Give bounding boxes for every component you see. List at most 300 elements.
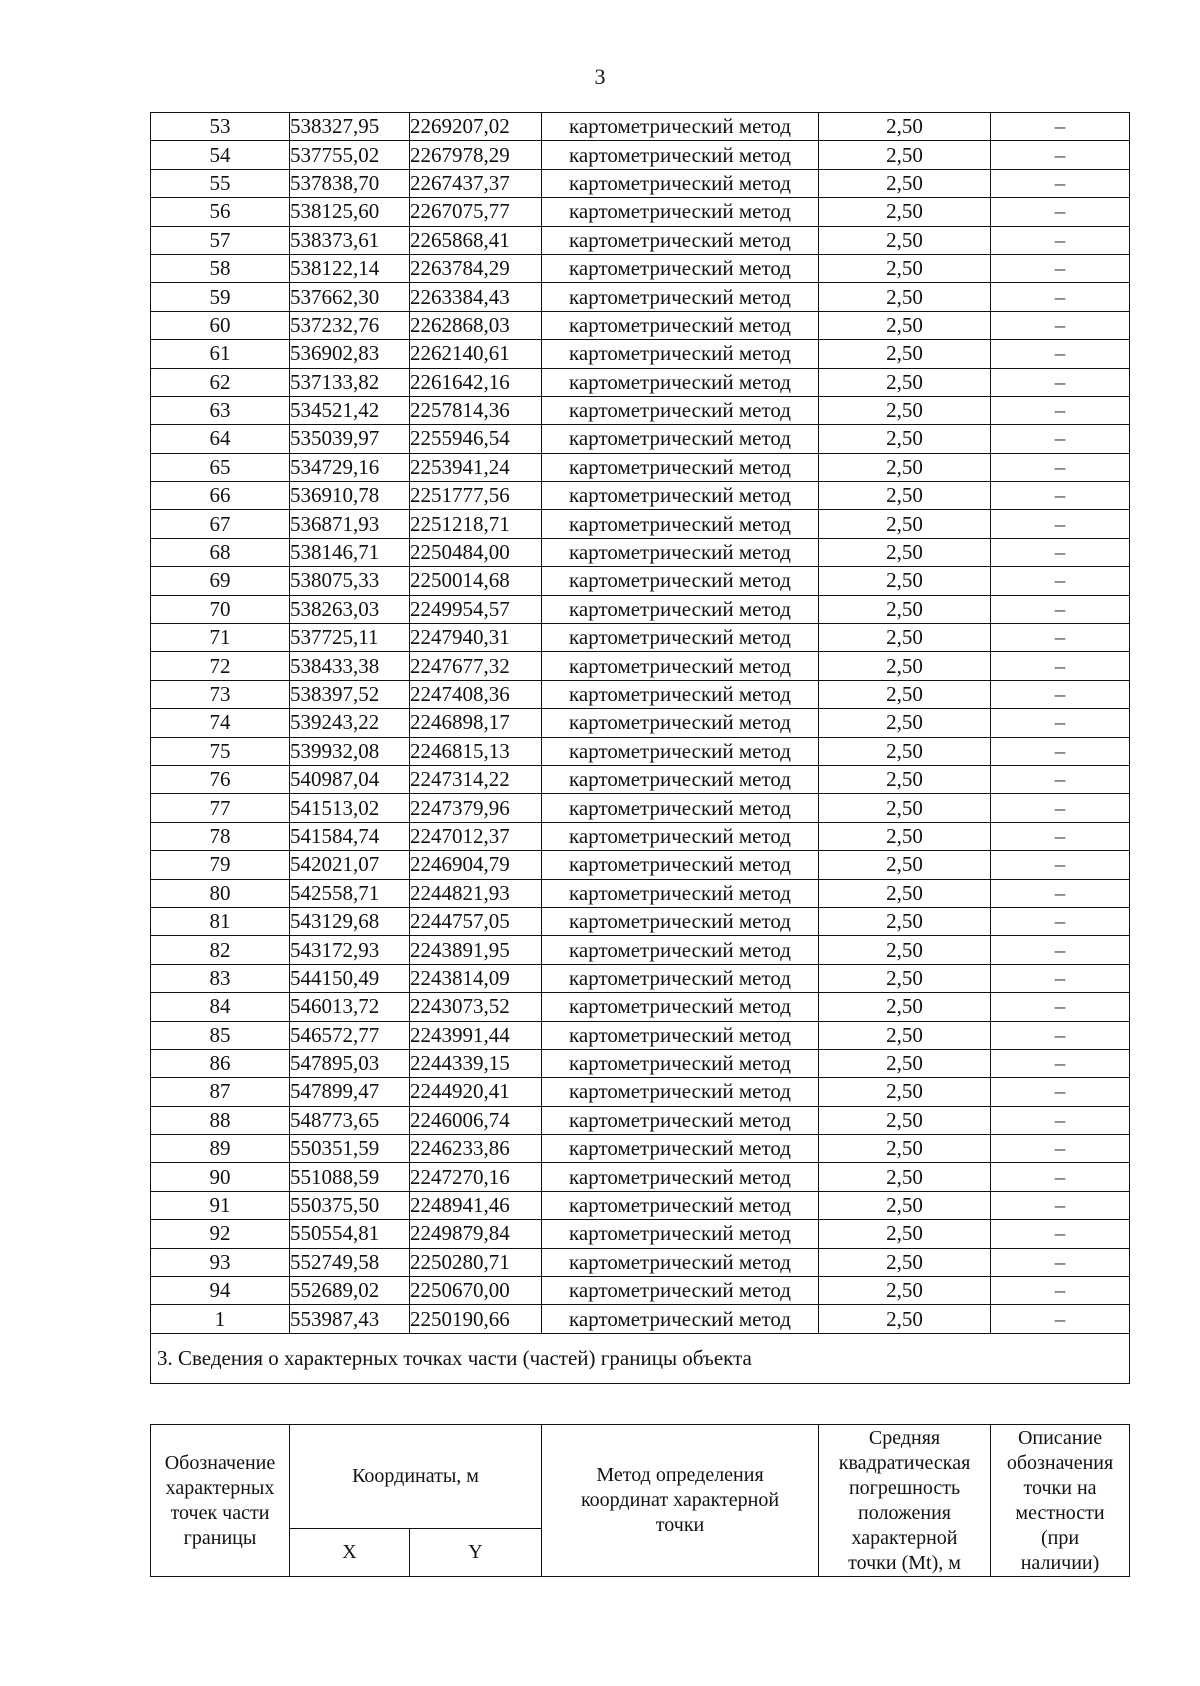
table-row: [151, 1021, 1130, 1049]
coord-y-cell: 2255946,54: [410, 425, 542, 453]
coord-y-cell: 2250280,71: [410, 1248, 542, 1276]
method-cell: картометрический метод: [542, 340, 819, 368]
coord-y-cell: 2247677,32: [410, 652, 542, 680]
coord-x-cell: 539932,08: [290, 737, 410, 765]
mean-error-cell: 2,50: [819, 1078, 991, 1106]
mean-error-cell: 2,50: [819, 624, 991, 652]
mean-error-cell: 2,50: [819, 425, 991, 453]
table-row: [151, 141, 1130, 169]
mean-error-cell: 2,50: [819, 538, 991, 566]
point-number-cell: 80: [151, 879, 290, 907]
point-number-cell: 89: [151, 1135, 290, 1163]
coord-x-cell: 543172,93: [290, 936, 410, 964]
mean-error-cell: 2,50: [819, 595, 991, 623]
description-cell: –: [991, 226, 1130, 254]
table-row: [151, 624, 1130, 652]
method-cell: картометрический метод: [542, 1078, 819, 1106]
method-cell: картометрический метод: [542, 907, 819, 935]
table-row: [151, 482, 1130, 510]
method-cell: картометрический метод: [542, 964, 819, 992]
method-cell: картометрический метод: [542, 851, 819, 879]
method-cell: картометрический метод: [542, 936, 819, 964]
coord-x-cell: 541513,02: [290, 794, 410, 822]
description-cell: –: [991, 1277, 1130, 1305]
mean-error-cell: 2,50: [819, 340, 991, 368]
point-number-cell: 75: [151, 737, 290, 765]
table-row: [151, 1277, 1130, 1305]
coord-x-cell: 546013,72: [290, 993, 410, 1021]
table-row: [151, 964, 1130, 992]
coord-y-cell: 2243991,44: [410, 1021, 542, 1049]
description-cell: –: [991, 368, 1130, 396]
coord-x-cell: 536871,93: [290, 510, 410, 538]
method-cell: картометрический метод: [542, 595, 819, 623]
method-cell: картометрический метод: [542, 1191, 819, 1219]
point-number-cell: 93: [151, 1248, 290, 1276]
page-number: 3: [594, 64, 606, 89]
coord-x-cell: 536902,83: [290, 340, 410, 368]
mean-error-cell: 2,50: [819, 1248, 991, 1276]
method-cell: картометрический метод: [542, 1106, 819, 1134]
description-cell: –: [991, 1191, 1130, 1219]
description-cell: –: [991, 1248, 1130, 1276]
method-cell: картометрический метод: [542, 879, 819, 907]
table-row: [151, 453, 1130, 481]
table-row: [151, 936, 1130, 964]
header-x: X: [290, 1529, 410, 1577]
point-number-cell: 68: [151, 538, 290, 566]
description-cell: –: [991, 254, 1130, 282]
table-row: [151, 510, 1130, 538]
coord-x-cell: 538373,61: [290, 226, 410, 254]
description-cell: –: [991, 765, 1130, 793]
table-row: [151, 538, 1130, 566]
method-cell: картометрический метод: [542, 510, 819, 538]
table-row: [151, 198, 1130, 226]
table-row: [151, 595, 1130, 623]
coord-x-cell: 542021,07: [290, 851, 410, 879]
coord-x-cell: 541584,74: [290, 822, 410, 850]
point-number-cell: 73: [151, 680, 290, 708]
description-cell: –: [991, 1106, 1130, 1134]
method-cell: картометрический метод: [542, 453, 819, 481]
point-number-cell: 62: [151, 368, 290, 396]
mean-error-cell: 2,50: [819, 1305, 991, 1333]
coord-x-cell: 538122,14: [290, 254, 410, 282]
coord-y-cell: 2246898,17: [410, 709, 542, 737]
description-cell: –: [991, 1049, 1130, 1077]
coord-x-cell: 547899,47: [290, 1078, 410, 1106]
mean-error-cell: 2,50: [819, 1277, 991, 1305]
mean-error-cell: 2,50: [819, 482, 991, 510]
mean-error-cell: 2,50: [819, 822, 991, 850]
coord-x-cell: 540987,04: [290, 765, 410, 793]
point-number-cell: 67: [151, 510, 290, 538]
method-cell: картометрический метод: [542, 993, 819, 1021]
coord-x-cell: 538125,60: [290, 198, 410, 226]
coord-x-cell: 550375,50: [290, 1191, 410, 1219]
mean-error-cell: 2,50: [819, 765, 991, 793]
section-3-header-table: [150, 1424, 1130, 1577]
description-cell: –: [991, 993, 1130, 1021]
description-cell: –: [991, 652, 1130, 680]
point-number-cell: 1: [151, 1305, 290, 1333]
coord-x-cell: 548773,65: [290, 1106, 410, 1134]
mean-error-cell: 2,50: [819, 198, 991, 226]
coord-x-cell: 538397,52: [290, 680, 410, 708]
point-number-cell: 79: [151, 851, 290, 879]
coord-y-cell: 2251777,56: [410, 482, 542, 510]
coord-x-cell: 538075,33: [290, 567, 410, 595]
point-number-cell: 59: [151, 283, 290, 311]
coord-x-cell: 537838,70: [290, 169, 410, 197]
method-cell: картометрический метод: [542, 311, 819, 339]
description-cell: –: [991, 1163, 1130, 1191]
header-mean-error: Средняя квадратическая погрешность положения характерной точки (Mt), м: [819, 1425, 991, 1577]
method-cell: картометрический метод: [542, 141, 819, 169]
description-cell: –: [991, 283, 1130, 311]
table-row: [151, 709, 1130, 737]
table-row: [151, 907, 1130, 935]
coord-x-cell: 542558,71: [290, 879, 410, 907]
table-row: [151, 1049, 1130, 1077]
point-number-cell: 55: [151, 169, 290, 197]
table-row: [151, 1106, 1130, 1134]
coord-y-cell: 2247379,96: [410, 794, 542, 822]
point-number-cell: 60: [151, 311, 290, 339]
mean-error-cell: 2,50: [819, 737, 991, 765]
table-row: [151, 169, 1130, 197]
method-cell: картометрический метод: [542, 169, 819, 197]
mean-error-cell: 2,50: [819, 879, 991, 907]
coord-x-cell: 546572,77: [290, 1021, 410, 1049]
table-row: [151, 113, 1130, 141]
coord-y-cell: 2247940,31: [410, 624, 542, 652]
mean-error-cell: 2,50: [819, 907, 991, 935]
mean-error-cell: 2,50: [819, 709, 991, 737]
header-y: Y: [410, 1529, 542, 1577]
mean-error-cell: 2,50: [819, 113, 991, 141]
method-cell: картометрический метод: [542, 226, 819, 254]
coord-y-cell: 2250670,00: [410, 1277, 542, 1305]
coord-y-cell: 2262868,03: [410, 311, 542, 339]
coord-x-cell: 538433,38: [290, 652, 410, 680]
coord-x-cell: 538263,03: [290, 595, 410, 623]
description-cell: –: [991, 907, 1130, 935]
method-cell: картометрический метод: [542, 1277, 819, 1305]
header-point-designation: Обозначение характерных точек части границы: [151, 1425, 290, 1577]
method-cell: картометрический метод: [542, 538, 819, 566]
table-row: [151, 737, 1130, 765]
coord-y-cell: 2243891,95: [410, 936, 542, 964]
description-cell: –: [991, 141, 1130, 169]
table-row: [151, 1191, 1130, 1219]
mean-error-cell: 2,50: [819, 283, 991, 311]
description-cell: –: [991, 1135, 1130, 1163]
table-row: [151, 822, 1130, 850]
coord-y-cell: 2246904,79: [410, 851, 542, 879]
coord-x-cell: 537133,82: [290, 368, 410, 396]
description-cell: –: [991, 538, 1130, 566]
coord-y-cell: 2243073,52: [410, 993, 542, 1021]
coord-x-cell: 550554,81: [290, 1220, 410, 1248]
coord-x-cell: 551088,59: [290, 1163, 410, 1191]
coord-y-cell: 2267075,77: [410, 198, 542, 226]
coord-x-cell: 538327,95: [290, 113, 410, 141]
mean-error-cell: 2,50: [819, 1049, 991, 1077]
mean-error-cell: 2,50: [819, 1220, 991, 1248]
coord-y-cell: 2263784,29: [410, 254, 542, 282]
table-row: [151, 254, 1130, 282]
mean-error-cell: 2,50: [819, 964, 991, 992]
point-number-cell: 92: [151, 1220, 290, 1248]
method-cell: картометрический метод: [542, 1135, 819, 1163]
method-cell: картометрический метод: [542, 765, 819, 793]
description-cell: –: [991, 737, 1130, 765]
table-row: [151, 368, 1130, 396]
table-row: [151, 1248, 1130, 1276]
method-cell: картометрический метод: [542, 113, 819, 141]
mean-error-cell: 2,50: [819, 993, 991, 1021]
point-number-cell: 53: [151, 113, 290, 141]
method-cell: картометрический метод: [542, 709, 819, 737]
mean-error-cell: 2,50: [819, 794, 991, 822]
point-number-cell: 63: [151, 396, 290, 424]
mean-error-cell: 2,50: [819, 652, 991, 680]
coord-y-cell: 2269207,02: [410, 113, 542, 141]
point-number-cell: 69: [151, 567, 290, 595]
coord-y-cell: 2244821,93: [410, 879, 542, 907]
table-row: [151, 283, 1130, 311]
method-cell: картометрический метод: [542, 368, 819, 396]
point-number-cell: 90: [151, 1163, 290, 1191]
coord-y-cell: 2262140,61: [410, 340, 542, 368]
mean-error-cell: 2,50: [819, 567, 991, 595]
coord-y-cell: 2247314,22: [410, 765, 542, 793]
description-cell: –: [991, 453, 1130, 481]
method-cell: картометрический метод: [542, 283, 819, 311]
method-cell: картометрический метод: [542, 1163, 819, 1191]
point-number-cell: 57: [151, 226, 290, 254]
coord-y-cell: 2249954,57: [410, 595, 542, 623]
table-row: [151, 226, 1130, 254]
point-number-cell: 56: [151, 198, 290, 226]
coord-x-cell: 539243,22: [290, 709, 410, 737]
table-row: [151, 879, 1130, 907]
coord-x-cell: 538146,71: [290, 538, 410, 566]
point-number-cell: 81: [151, 907, 290, 935]
method-cell: картометрический метод: [542, 652, 819, 680]
description-cell: –: [991, 794, 1130, 822]
mean-error-cell: 2,50: [819, 368, 991, 396]
point-number-cell: 64: [151, 425, 290, 453]
header-description: Описание обозначения точки на местности (при наличии): [991, 1425, 1130, 1577]
point-number-cell: 54: [151, 141, 290, 169]
mean-error-cell: 2,50: [819, 1106, 991, 1134]
point-number-cell: 58: [151, 254, 290, 282]
description-cell: –: [991, 510, 1130, 538]
mean-error-cell: 2,50: [819, 453, 991, 481]
coord-y-cell: 2265868,41: [410, 226, 542, 254]
coord-x-cell: 536910,78: [290, 482, 410, 510]
point-number-cell: 70: [151, 595, 290, 623]
table-row: [151, 1220, 1130, 1248]
header-coordinates: Координаты, м: [290, 1425, 542, 1529]
section-3-title: 3. Сведения о характерных точках части (частей) границы объекта: [151, 1333, 1130, 1383]
method-cell: картометрический метод: [542, 1049, 819, 1077]
coord-y-cell: 2244757,05: [410, 907, 542, 935]
coord-y-cell: 2246006,74: [410, 1106, 542, 1134]
coord-y-cell: 2267978,29: [410, 141, 542, 169]
coord-y-cell: 2249879,84: [410, 1220, 542, 1248]
coord-y-cell: 2247270,16: [410, 1163, 542, 1191]
description-cell: –: [991, 1078, 1130, 1106]
mean-error-cell: 2,50: [819, 680, 991, 708]
coord-x-cell: 552749,58: [290, 1248, 410, 1276]
description-cell: –: [991, 879, 1130, 907]
mean-error-cell: 2,50: [819, 226, 991, 254]
table-row: [151, 652, 1130, 680]
method-cell: картометрический метод: [542, 822, 819, 850]
coord-y-cell: 2250014,68: [410, 567, 542, 595]
table-row: [151, 567, 1130, 595]
coord-x-cell: 552689,02: [290, 1277, 410, 1305]
mean-error-cell: 2,50: [819, 141, 991, 169]
coord-x-cell: 547895,03: [290, 1049, 410, 1077]
coord-y-cell: 2263384,43: [410, 283, 542, 311]
mean-error-cell: 2,50: [819, 311, 991, 339]
description-cell: –: [991, 709, 1130, 737]
description-cell: –: [991, 311, 1130, 339]
description-cell: –: [991, 680, 1130, 708]
coord-y-cell: 2257814,36: [410, 396, 542, 424]
point-number-cell: 76: [151, 765, 290, 793]
method-cell: картометрический метод: [542, 680, 819, 708]
method-cell: картометрический метод: [542, 1021, 819, 1049]
description-cell: –: [991, 198, 1130, 226]
method-cell: картометрический метод: [542, 794, 819, 822]
table-row: [151, 993, 1130, 1021]
point-number-cell: 78: [151, 822, 290, 850]
point-number-cell: 65: [151, 453, 290, 481]
description-cell: –: [991, 936, 1130, 964]
coord-x-cell: 537725,11: [290, 624, 410, 652]
header-method: Метод определения координат характерной точки: [542, 1425, 819, 1577]
description-cell: –: [991, 396, 1130, 424]
mean-error-cell: 2,50: [819, 1163, 991, 1191]
method-cell: картометрический метод: [542, 425, 819, 453]
table-row: [151, 425, 1130, 453]
coord-y-cell: 2253941,24: [410, 453, 542, 481]
method-cell: картометрический метод: [542, 396, 819, 424]
coord-x-cell: 534521,42: [290, 396, 410, 424]
point-number-cell: 71: [151, 624, 290, 652]
point-number-cell: 91: [151, 1191, 290, 1219]
coord-y-cell: 2243814,09: [410, 964, 542, 992]
description-cell: –: [991, 624, 1130, 652]
coord-x-cell: 537755,02: [290, 141, 410, 169]
description-cell: –: [991, 822, 1130, 850]
point-number-cell: 87: [151, 1078, 290, 1106]
coord-y-cell: 2246233,86: [410, 1135, 542, 1163]
coord-y-cell: 2261642,16: [410, 368, 542, 396]
point-number-cell: 74: [151, 709, 290, 737]
description-cell: –: [991, 113, 1130, 141]
table-row: [151, 851, 1130, 879]
description-cell: –: [991, 567, 1130, 595]
description-cell: –: [991, 425, 1130, 453]
coord-x-cell: 550351,59: [290, 1135, 410, 1163]
mean-error-cell: 2,50: [819, 510, 991, 538]
coord-x-cell: 553987,43: [290, 1305, 410, 1333]
point-number-cell: 85: [151, 1021, 290, 1049]
section-3-row: [151, 1333, 1130, 1383]
point-number-cell: 88: [151, 1106, 290, 1134]
coordinates-table: [150, 112, 1130, 1384]
table-row: [151, 396, 1130, 424]
table-row: [151, 340, 1130, 368]
method-cell: картометрический метод: [542, 198, 819, 226]
coord-y-cell: 2247408,36: [410, 680, 542, 708]
coord-y-cell: 2244920,41: [410, 1078, 542, 1106]
description-cell: –: [991, 964, 1130, 992]
method-cell: картометрический метод: [542, 482, 819, 510]
table-row: [151, 1078, 1130, 1106]
coord-y-cell: 2246815,13: [410, 737, 542, 765]
point-number-cell: 84: [151, 993, 290, 1021]
point-number-cell: 72: [151, 652, 290, 680]
mean-error-cell: 2,50: [819, 1135, 991, 1163]
point-number-cell: 82: [151, 936, 290, 964]
coord-y-cell: 2267437,37: [410, 169, 542, 197]
description-cell: –: [991, 340, 1130, 368]
method-cell: картометрический метод: [542, 1248, 819, 1276]
coord-y-cell: 2250190,66: [410, 1305, 542, 1333]
table-row: [151, 1163, 1130, 1191]
point-number-cell: 83: [151, 964, 290, 992]
mean-error-cell: 2,50: [819, 396, 991, 424]
coord-x-cell: 534729,16: [290, 453, 410, 481]
description-cell: –: [991, 169, 1130, 197]
mean-error-cell: 2,50: [819, 254, 991, 282]
method-cell: картометрический метод: [542, 254, 819, 282]
mean-error-cell: 2,50: [819, 851, 991, 879]
method-cell: картометрический метод: [542, 624, 819, 652]
point-number-cell: 94: [151, 1277, 290, 1305]
mean-error-cell: 2,50: [819, 1021, 991, 1049]
mean-error-cell: 2,50: [819, 169, 991, 197]
method-cell: картометрический метод: [542, 1220, 819, 1248]
table-row: [151, 680, 1130, 708]
point-number-cell: 61: [151, 340, 290, 368]
coord-x-cell: 543129,68: [290, 907, 410, 935]
description-cell: –: [991, 1305, 1130, 1333]
table-row: [151, 311, 1130, 339]
point-number-cell: 77: [151, 794, 290, 822]
coord-y-cell: 2250484,00: [410, 538, 542, 566]
description-cell: –: [991, 482, 1130, 510]
table-row: [151, 765, 1130, 793]
mean-error-cell: 2,50: [819, 936, 991, 964]
table-row: [151, 1305, 1130, 1333]
coord-x-cell: 544150,49: [290, 964, 410, 992]
description-cell: –: [991, 595, 1130, 623]
description-cell: –: [991, 1021, 1130, 1049]
mean-error-cell: 2,50: [819, 1191, 991, 1219]
point-number-cell: 66: [151, 482, 290, 510]
coordinates-table-body: [151, 113, 1130, 1334]
description-cell: –: [991, 851, 1130, 879]
